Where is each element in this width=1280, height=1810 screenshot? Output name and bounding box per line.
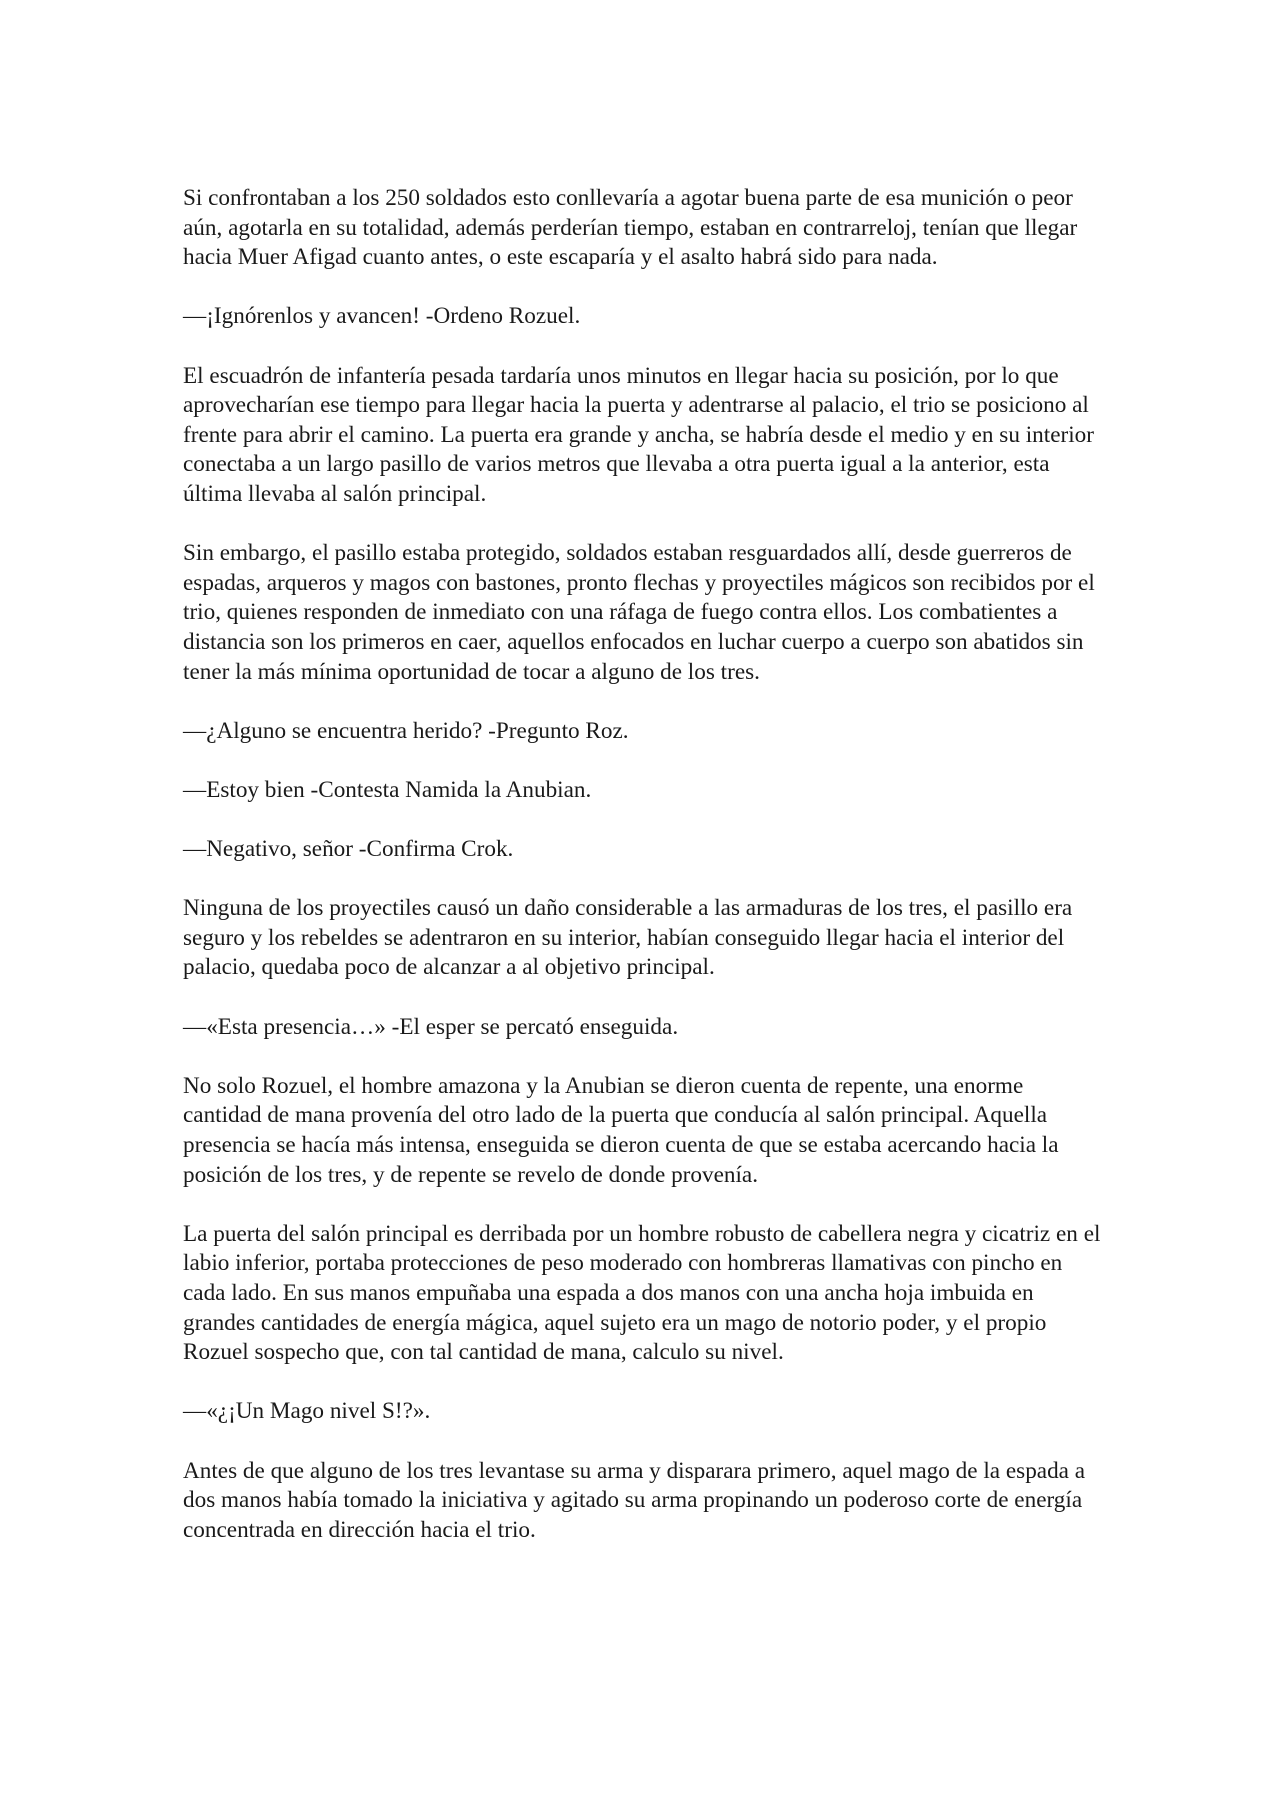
paragraph: Ninguna de los proyectiles causó un daño considerable a las armaduras de los tres, el pasillo era seguro y los rebeldes se adentraron en su interior, habían conseguido llegar hacia el interior del palacio, quedaba poco de alcanzar a al objetivo principal. [183, 895, 1073, 981]
paragraph: Si confrontaban a los 250 soldados esto conllevaría a agotar buena parte de esa munición o peor aún, agotarla en su totalidad, además perderían tiempo, estaban en contrarreloj, tenían que llegar hacia Muer Afigad cuanto antes, o este escaparía y el asalto habrá sido para nada. [183, 185, 1078, 271]
dialogue-line: —¿Alguno se encuentra herido? -Pregunto Roz. [183, 717, 629, 744]
paragraph: Sin embargo, el pasillo estaba protegido, soldados estaban resguardados allí, desde guerreros de espadas, arqueros y magos con bastones, pronto flechas y proyectiles mágicos son recibidos por el trio, quienes responden de inmediato con una ráfaga de fuego contra ellos. Los combatientes a distancia son los primeros en caer, aquellos enfocados en luchar cuerpo a cuerpo son abatidos sin tener la más mínima oportunidad de tocar a alguno de los tres. [183, 540, 1095, 685]
dialogue-line: —«Esta presencia…» -El esper se percató enseguida. [183, 1013, 679, 1040]
paragraph: El escuadrón de infantería pesada tardaría unos minutos en llegar hacia su posición, por lo que aprovecharían ese tiempo para llegar hacia la puerta y adentrarse al palacio, el trio se posiciono al frente para abrir el camino. La puerta era grande y ancha, se habría desde el medio y en su interior conectaba a un largo pasillo de varios metros que llevaba a otra puerta igual a la anterior, esta última llevaba al salón principal. [183, 362, 1094, 507]
dialogue-line: —Estoy bien -Contesta Namida la Anubian. [183, 776, 592, 803]
paragraph: No solo Rozuel, el hombre amazona y la Anubian se dieron cuenta de repente, una enorme cantidad de mana provenía del otro lado de la puerta que conducía al salón principal. Aquella presencia se hacía más intensa, enseguida se dieron cuenta de que se estaba acercando hacia la posición de los tres, y de repente se revelo de donde provenía. [183, 1072, 1059, 1188]
document-body [183, 184, 1103, 1545]
paragraph: Antes de que alguno de los tres levantase su arma y disparara primero, aquel mago de la espada a dos manos había tomado la iniciativa y agitado su arma propinando un poderoso corte de energía concentrada en dirección hacia el trio. [183, 1457, 1086, 1543]
dialogue-line: —«¿¡Un Mago nivel S!?». [183, 1398, 431, 1425]
paragraph: La puerta del salón principal es derribada por un hombre robusto de cabellera negra y cicatriz en el labio inferior, portaba protecciones de peso moderado con hombreras llamativas con pincho en cada lado. En sus manos empuñaba una espada a dos manos con una ancha hoja imbuida en grandes cantidades de energía mágica, aquel sujeto era un mago de notorio poder, y el propio Rozuel sospecho que, con tal cantidad de mana, calculo su nivel. [183, 1220, 1101, 1366]
dialogue-line: —Negativo, señor -Confirma Crok. [183, 836, 514, 863]
dialogue-line: —¡Ignórenlos y avancen! -Ordeno Rozuel. [183, 303, 581, 330]
